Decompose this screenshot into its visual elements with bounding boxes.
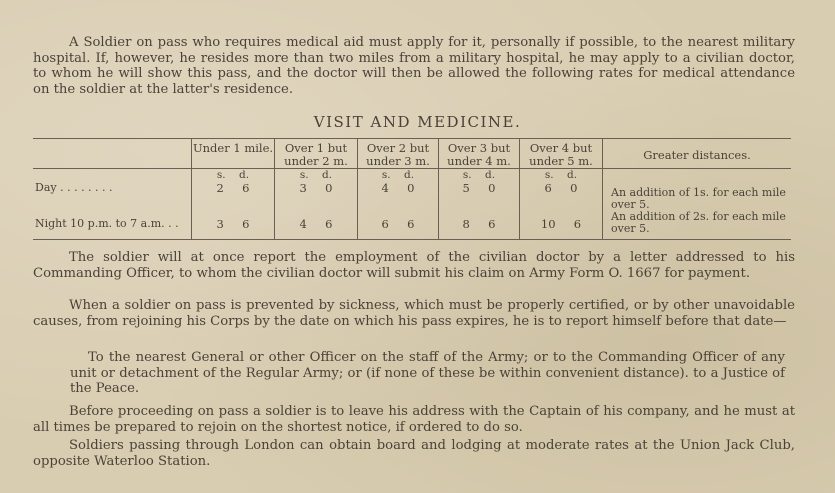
unit-label: d. — [239, 169, 250, 181]
rates-table — [33, 138, 791, 241]
unit-label: s. — [544, 169, 554, 181]
pence-value: 6 — [325, 217, 333, 231]
unit-label: s. — [381, 169, 391, 181]
unit-label: d. — [404, 169, 415, 181]
sickness-paragraph: When a soldier on pass is prevented by sickness, which must be properly certified, or by other unavoidable causes, from rejoining his Corps by the date on which his pass expires, he is to report himself before that date— — [33, 298, 795, 329]
row-note: An addition of 1s. for each mile over 5. — [603, 181, 792, 211]
shillings-value: 6 — [381, 217, 389, 231]
shillings-value: 3 — [299, 181, 307, 195]
pence-value: 6 — [488, 217, 496, 231]
row-label: Night 10 p.m. to 7 a.m. . . — [35, 217, 179, 230]
intro-paragraph: A Soldier on pass who requires medical aid must apply for it, personally if possible, to the nearest military hospital. If, however, he resides more than two miles from a military hospital, he may apply to a civilian doctor, to whom he will show this pass, and the doctor will then be allowed the following rates for medical attendance on the soldier at the latter's residence. — [33, 35, 795, 97]
row-label: Day . . . . . . . . — [35, 181, 113, 194]
column-header: Over 2 but under 3 m. — [358, 139, 439, 169]
pence-value: 6 — [573, 217, 582, 231]
shillings-value: 8 — [462, 217, 470, 231]
table-header-row — [33, 139, 791, 169]
address-paragraph: Before proceeding on pass a soldier is to leave his address with the Captain of his company, and he must at all times be prepared to rejoin on the shortest notice, if ordered to do so. — [33, 404, 795, 435]
london-paragraph: Soldiers passing through London can obtain board and lodging at moderate rates at the Union Jack Club, opposite Waterloo Station. — [33, 438, 795, 469]
report-paragraph: The soldier will at once report the employment of the civilian doctor by a letter addressed to his Commanding Officer, to whom the civilian doctor will submit his claim on Army Form O. 1667 for payment. — [33, 250, 795, 281]
shillings-value: 5 — [462, 181, 470, 195]
shillings-value: 6 — [544, 181, 552, 195]
report-to-paragraph: To the nearest General or other Officer on the staff of the Army; or to the Commanding Officer of any unit or detachment of the Regular Army; or (if none of these be within convenient distance). to a Justice of the Peace. — [70, 350, 785, 397]
unit-label: s. — [216, 169, 226, 181]
table-title: VISIT AND MEDICINE. — [313, 113, 522, 131]
units-row — [33, 169, 791, 182]
unit-label: d. — [322, 169, 333, 181]
table-row — [33, 211, 791, 240]
shillings-value: 4 — [381, 181, 389, 195]
pence-value: 0 — [488, 181, 496, 195]
unit-label: d. — [485, 169, 496, 181]
row-note: An addition of 2s. for each mile over 5. — [603, 211, 792, 240]
pence-value: 0 — [407, 181, 415, 195]
column-header: Over 1 but under 2 m. — [275, 139, 358, 169]
shillings-value: 3 — [216, 217, 224, 231]
shillings-value: 2 — [216, 181, 224, 195]
pence-value: 6 — [242, 217, 250, 231]
table-row — [33, 181, 791, 211]
pence-value: 0 — [325, 181, 333, 195]
column-header: Over 4 but under 5 m. — [520, 139, 603, 169]
unit-label: s. — [299, 169, 309, 181]
column-header: Greater distances. — [603, 139, 792, 169]
pence-value: 6 — [407, 217, 415, 231]
column-header: Over 3 but under 4 m. — [439, 139, 520, 169]
pence-value: 6 — [242, 181, 250, 195]
column-header: Under 1 mile. — [192, 139, 275, 169]
unit-label: d. — [567, 169, 578, 181]
unit-label: s. — [462, 169, 472, 181]
pence-value: 0 — [570, 181, 578, 195]
shillings-value: 4 — [299, 217, 307, 231]
shillings-value: 10 — [540, 217, 556, 231]
